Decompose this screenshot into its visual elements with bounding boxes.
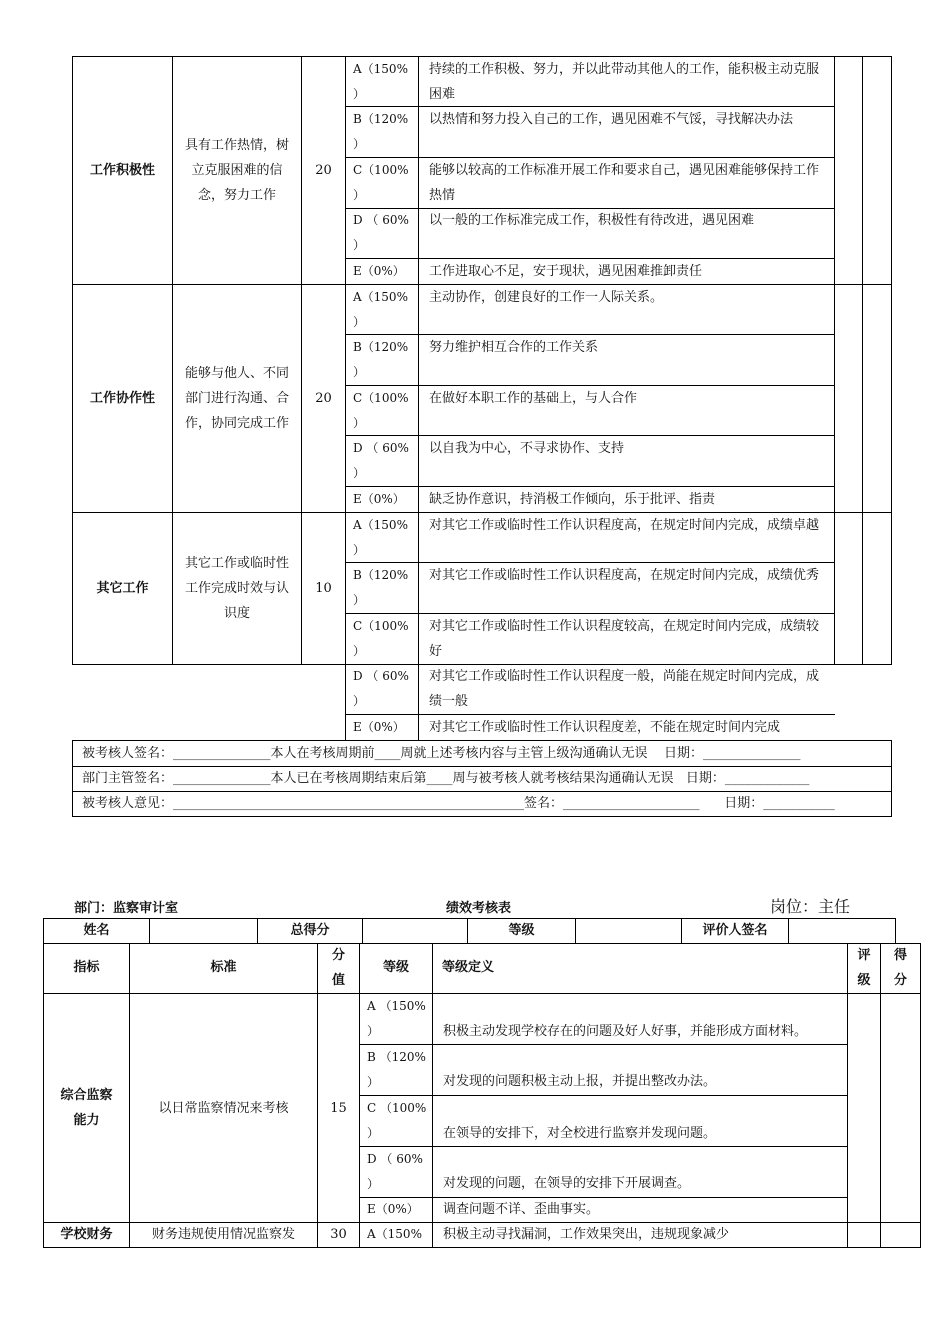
- total-score-field[interactable]: [363, 918, 467, 943]
- evaluator-signature-label: 评价人签名: [702, 923, 768, 938]
- grade-cell: D （ 60% ）: [353, 669, 409, 708]
- grade-cell: D （ 60% ）: [353, 213, 409, 252]
- grade-definition: 工作进取心不足，安于现状，遇见困难推卸责任: [429, 264, 703, 279]
- grade-cell: B（120% ）: [353, 340, 409, 379]
- grade-definition: 持续的工作积极、努力，并以此带动其他人的工作，能积极主动克服困难: [429, 62, 820, 102]
- grade-definition: 对其它工作或临时性工作认识程度较高，在规定时间内完成，成绩较好: [429, 619, 820, 659]
- grade-cell: A（150% ）: [353, 62, 408, 101]
- grade-definition: 在领导的安排下，对全校进行监察并发现问题。: [443, 1126, 717, 1141]
- post-label: 岗位：主任: [770, 897, 851, 916]
- grade-definition: 对发现的问题，在领导的安排下开展调查。: [443, 1176, 691, 1191]
- score-cell: 20: [315, 162, 332, 178]
- grade-cell: B（120% ）: [353, 112, 409, 151]
- indicator-cell: 工作积极性: [89, 162, 155, 178]
- header-points: 得 分: [893, 948, 907, 988]
- score-cell: 20: [315, 391, 332, 406]
- grade-definition: 调查问题不详、歪曲事实。: [443, 1202, 600, 1217]
- grade-definition: 对发现的问题积极主动上报，并提出整改办法。: [443, 1074, 717, 1089]
- grade-definition: 主动协作，创建良好的工作一人际关系。: [429, 290, 664, 305]
- grade-cell: D （ 60% ）: [353, 441, 409, 480]
- grade-cell: A（150% ）: [353, 290, 408, 329]
- grade-definition: 以自我为中心，不寻求协作、支持: [429, 441, 625, 456]
- appraisee-signature-line[interactable]: 被考核人签名：_______________本人在考核周期前____周就上述考核内容与主管上级沟通确认无误 日期：_______________: [82, 746, 801, 761]
- grade-cell: D （ 60% ）: [367, 1152, 423, 1191]
- name-label: 姓名: [83, 923, 110, 938]
- supervisor-signature-line[interactable]: 部门主管签名：_______________本人已在考核周期结束后第____周与被考核人就考核结果沟通确认无误 日期：_____________: [82, 771, 810, 786]
- total-score-label: 总得分: [290, 923, 330, 938]
- grade-definition: 对其它工作或临时性工作认识程度高，在规定时间内完成，成绩优秀: [429, 568, 820, 583]
- grade-definition: 积极主动寻找漏洞，工作效果突出，违规现象减少: [443, 1227, 730, 1242]
- standard-cell: 具有工作热情，树立克服困难的信念，努力工作: [184, 137, 289, 203]
- grade-cell: B （120% ）: [367, 1050, 426, 1089]
- department-label: 部门：监察审计室: [74, 901, 179, 916]
- score-cell: 15: [330, 1101, 347, 1116]
- grade-definition: 努力维护相互合作的工作关系: [429, 340, 599, 355]
- appraisee-opinion-line[interactable]: 被考核人意见：______________________________________________________签名：_____________________ 日期：___________: [82, 796, 835, 811]
- indicator-cell: 学校财务: [60, 1227, 113, 1242]
- grade-cell: E（0%）: [353, 264, 405, 278]
- form-title: 绩效考核表: [446, 901, 512, 916]
- header-standard: 标准: [210, 960, 237, 975]
- grade-cell: A（150%: [367, 1227, 422, 1241]
- indicator-cell: 工作协作性: [89, 391, 155, 406]
- grade-cell: C（100% ）: [353, 391, 409, 430]
- grade-definition: 以一般的工作标准完成工作，积极性有待改进，遇见困难: [429, 213, 755, 228]
- grade-definition: 积极主动发现学校存在的问题及好人好事，并能形成方面材料。: [443, 1024, 808, 1039]
- grade-definition: 对其它工作或临时性工作认识程度高，在规定时间内完成，成绩卓越: [429, 518, 820, 533]
- grade-cell: A（150% ）: [353, 518, 408, 557]
- grade-cell: E（0%）: [353, 492, 405, 506]
- evaluator-signature-field[interactable]: [789, 918, 895, 943]
- standard-cell: 财务违规使用情况监察发: [151, 1227, 295, 1242]
- grade-definition: 能够以较高的工作标准开展工作和要求自己，遇见困难能够保持工作热情: [429, 163, 820, 203]
- grade-definition: 在做好本职工作的基础上，与人合作: [429, 391, 638, 406]
- name-field[interactable]: [150, 918, 257, 943]
- standard-cell: 能够与他人、不同部门进行沟通、合作，协同完成工作: [184, 366, 289, 431]
- grade-definition: 对其它工作或临时性工作认识程度差，不能在规定时间内完成: [429, 720, 781, 735]
- indicator-cell: 综合监察 能力: [60, 1088, 113, 1128]
- header-rating: 评 级: [857, 948, 871, 988]
- level-field[interactable]: [576, 918, 681, 943]
- grade-cell: B（120% ）: [353, 568, 409, 607]
- grade-definition: 以热情和努力投入自己的工作，遇见困难不气馁，寻找解决办法: [429, 112, 794, 127]
- level-label: 等级: [508, 923, 535, 938]
- header-grade: 等级: [382, 960, 409, 975]
- grade-cell: A （150% ）: [367, 999, 426, 1038]
- header-score: 分 值: [331, 948, 345, 988]
- grade-cell: C（100% ）: [353, 163, 409, 202]
- grade-definition: 缺乏协作意识，持消极工作倾向，乐于批评、指责: [429, 492, 716, 507]
- header-indicator: 指标: [73, 960, 100, 975]
- score-cell: 10: [315, 581, 332, 596]
- indicator-cell: 其它工作: [96, 581, 149, 596]
- grade-cell: C （100% ）: [367, 1101, 427, 1140]
- grade-cell: E（0%）: [367, 1202, 419, 1216]
- grade-cell: E（0%）: [353, 720, 405, 734]
- header-grade-definition: 等级定义: [442, 960, 495, 975]
- grade-definition: 对其它工作或临时性工作认识程度一般，尚能在规定时间内完成，成绩一般: [429, 669, 820, 709]
- grade-cell: C（100% ）: [353, 619, 409, 658]
- standard-cell: 以日常监察情况来考核: [158, 1101, 289, 1116]
- standard-cell: 其它工作或临时性工作完成时效与认识度: [184, 556, 289, 621]
- score-cell: 30: [330, 1227, 347, 1242]
